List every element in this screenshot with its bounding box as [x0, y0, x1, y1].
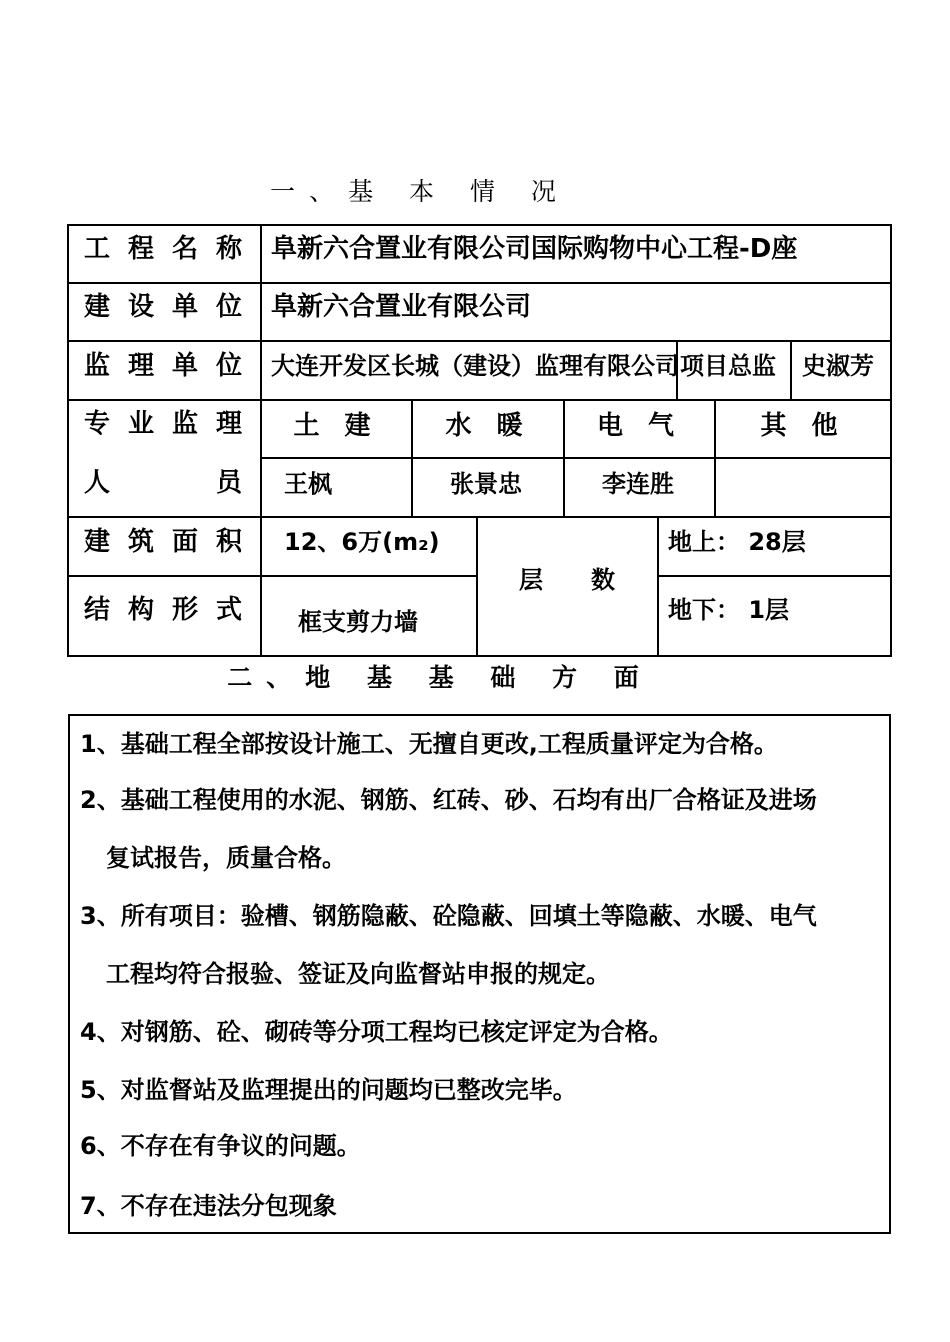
staff-civil: 王枫: [284, 470, 332, 498]
list-item: 4、对钢筋、砼、砌砖等分项工程均已核定评定为合格。: [80, 1018, 673, 1046]
staff-label-line2a: 人: [84, 468, 111, 498]
list-item: 2、基础工程使用的水泥、钢筋、红砖、砂、石均有出厂合格证及进场: [80, 786, 817, 814]
supervisor-value: 大连开发区长城（建设）监理有限公司: [271, 352, 679, 380]
list-item: 工程均符合报验、签证及向监督站申报的规定。: [106, 960, 610, 988]
list-item: 复试报告，质量合格。: [106, 844, 346, 872]
below-ground-floors: 地下： 1层: [668, 596, 790, 624]
supervisor-label: 监理单位: [84, 351, 261, 381]
list-item: 3、所有项目：验槽、钢筋隐蔽、砼隐蔽、回填土等隐蔽、水暖、电气: [80, 902, 817, 930]
structure-value: 框支剪力墙: [298, 608, 418, 636]
chief-value: 史淑芳: [802, 352, 874, 380]
staff-hvac: 张景忠: [450, 470, 522, 498]
staff-electrical: 李连胜: [602, 470, 674, 498]
project-name-label: 工程名称: [84, 234, 261, 264]
section-title-foundation: 二、地 基 基 础 方 面: [227, 663, 653, 692]
list-item: 7、不存在违法分包现象: [80, 1192, 337, 1220]
list-item: 1、基础工程全部按设计施工、无擅自更改,工程质量评定为合格。: [80, 730, 778, 758]
discipline-electrical: 电 气: [596, 411, 683, 441]
staff-label-line1: 专业监理: [84, 409, 261, 439]
area-value: 12、6万(m₂): [284, 528, 440, 556]
area-label: 建筑面积: [84, 527, 261, 557]
chief-label: 项目总监: [680, 352, 776, 380]
structure-label: 结构形式: [84, 595, 261, 625]
staff-label-line2b: 员: [216, 468, 243, 498]
owner-value: 阜新六合置业有限公司: [271, 292, 532, 322]
foundation-list: [68, 714, 891, 1234]
project-name-value: 阜新六合置业有限公司国际购物中心工程-D座: [271, 234, 798, 264]
list-item: 6、不存在有争议的问题。: [80, 1132, 361, 1160]
list-item: 5、对监督站及监理提出的问题均已整改完毕。: [80, 1076, 577, 1104]
discipline-civil: 土 建: [293, 411, 379, 441]
discipline-other: 其 他: [760, 411, 846, 441]
section-title-basic: 一、基 本 情 况: [270, 177, 570, 206]
owner-label: 建设单位: [84, 292, 261, 322]
floors-label: 层 数: [519, 566, 615, 594]
above-ground-floors: 地上： 28层: [668, 528, 806, 556]
discipline-hvac: 水 暖: [445, 411, 531, 441]
